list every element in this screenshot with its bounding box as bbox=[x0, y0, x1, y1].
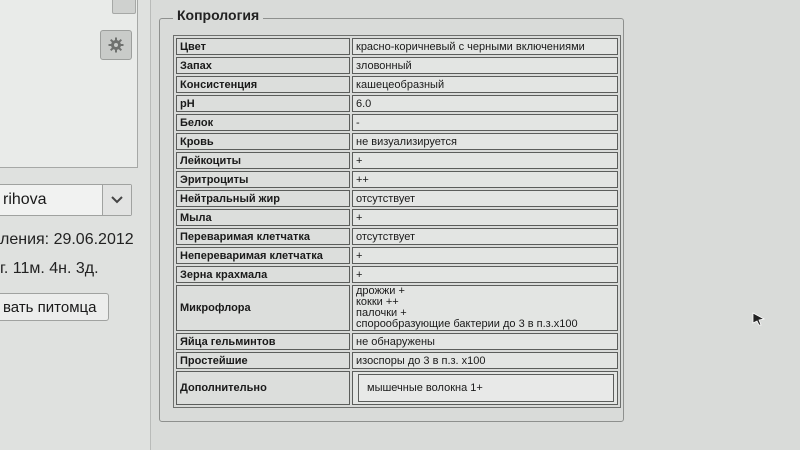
table-row bbox=[176, 57, 618, 74]
row-value: отсутствует bbox=[352, 228, 618, 245]
table-row bbox=[176, 95, 618, 112]
table-row bbox=[176, 133, 618, 150]
row-label: Эритроциты bbox=[176, 171, 350, 188]
microflora-line: палочки + bbox=[356, 307, 407, 319]
microflora-line: кокки ++ bbox=[356, 296, 399, 308]
table-row bbox=[176, 228, 618, 245]
row-value: 6.0 bbox=[352, 95, 618, 112]
row-value: не обнаружены bbox=[352, 333, 618, 350]
table-row bbox=[176, 38, 618, 55]
table-row bbox=[176, 114, 618, 131]
row-label: Дополнительно bbox=[176, 371, 350, 405]
row-label: Цвет bbox=[176, 38, 350, 55]
row-value: + bbox=[352, 209, 618, 226]
table-row bbox=[176, 266, 618, 283]
row-label: Запах bbox=[176, 57, 350, 74]
scroll-button[interactable] bbox=[112, 0, 136, 14]
microflora-line: спорообразующие бактерии до 3 в п.з.х100 bbox=[356, 318, 578, 330]
row-label: Зерна крахмала bbox=[176, 266, 350, 283]
row-value: изоспоры до 3 в п.з. х100 bbox=[352, 352, 618, 369]
additional-field[interactable]: мышечные волокна 1+ bbox=[358, 374, 614, 402]
table-row bbox=[176, 333, 618, 350]
table-row bbox=[176, 285, 618, 331]
row-label: pH bbox=[176, 95, 350, 112]
table-row bbox=[176, 371, 618, 405]
row-value: + bbox=[352, 247, 618, 264]
row-value: зловонный bbox=[352, 57, 618, 74]
table-row bbox=[176, 76, 618, 93]
row-label: Лейкоциты bbox=[176, 152, 350, 169]
table-row bbox=[176, 190, 618, 207]
row-value: + bbox=[352, 266, 618, 283]
row-label: Непереваримая клетчатка bbox=[176, 247, 350, 264]
row-label: Микрофлора bbox=[176, 285, 350, 331]
row-value: + bbox=[352, 152, 618, 169]
section-title: Копрология bbox=[173, 7, 263, 23]
row-label: Кровь bbox=[176, 133, 350, 150]
edit-pet-button[interactable]: вать питомца bbox=[0, 293, 109, 321]
row-label: Мыла bbox=[176, 209, 350, 226]
row-label: Простейшие bbox=[176, 352, 350, 369]
table-row bbox=[176, 152, 618, 169]
row-value-box bbox=[352, 371, 618, 405]
table-row bbox=[176, 352, 618, 369]
table-row bbox=[176, 171, 618, 188]
coprology-table bbox=[173, 35, 621, 408]
row-value: отсутствует bbox=[352, 190, 618, 207]
row-label: Переваримая клетчатка bbox=[176, 228, 350, 245]
mouse-cursor-icon bbox=[752, 312, 766, 326]
notes-box[interactable] bbox=[0, 0, 138, 168]
gear-icon bbox=[108, 37, 124, 53]
dropdown-arrow[interactable] bbox=[102, 185, 131, 215]
settings-button[interactable] bbox=[100, 30, 132, 60]
row-label: Консистенция bbox=[176, 76, 350, 93]
row-value: ++ bbox=[352, 171, 618, 188]
row-value: кашецеобразный bbox=[352, 76, 618, 93]
row-value: не визуализируется bbox=[352, 133, 618, 150]
row-label: Нейтральный жир bbox=[176, 190, 350, 207]
left-pane bbox=[0, 0, 151, 450]
row-value: красно-коричневый с черными включениями bbox=[352, 38, 618, 55]
owner-select-value: rihova bbox=[3, 191, 47, 208]
birth-date-text: ления: 29.06.2012 bbox=[0, 231, 134, 248]
row-label: Белок bbox=[176, 114, 350, 131]
chevron-down-icon bbox=[111, 196, 123, 204]
age-text: г. 11м. 4н. 3д. bbox=[0, 260, 99, 277]
row-value: - bbox=[352, 114, 618, 131]
row-label: Яйца гельминтов bbox=[176, 333, 350, 350]
table-row bbox=[176, 247, 618, 264]
microflora-line: дрожжи + bbox=[356, 285, 405, 297]
owner-select[interactable] bbox=[0, 184, 132, 216]
row-value-multiline bbox=[352, 285, 618, 331]
table-row bbox=[176, 209, 618, 226]
